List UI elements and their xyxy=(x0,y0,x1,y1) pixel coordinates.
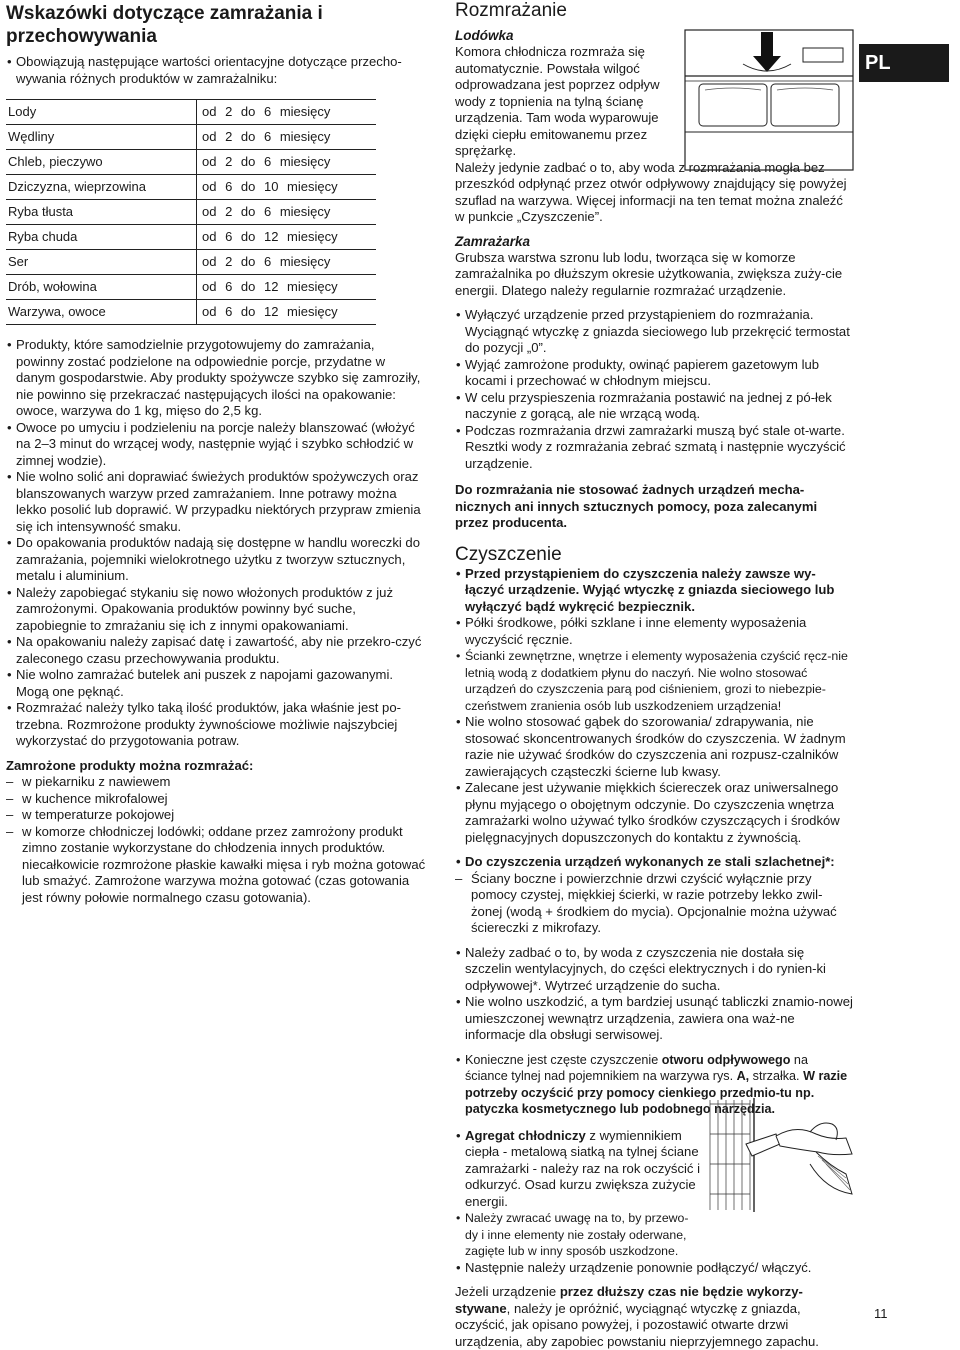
section-title-defrost: Rozmrażanie xyxy=(455,0,567,21)
fridge-text: Komora chłodnicza rozmraża się automatycznie. Powstała wilgoć odprowadzana jest poprzez odpływ wody z topnienia na tylną ścianę urządzenia. Tam woda wyparowuje dzięki ciepłu emitowanemu przez sprężarkę. xyxy=(455,44,660,158)
defrost-warning: Do rozmrażania nie stosować żadnych urządzeń mecha-nicznych ani innych sztucznych pomocy, poza zalecanymi przez producenta. xyxy=(455,482,818,530)
table-row xyxy=(6,175,376,200)
fridge-text-2: Należy jedynie zadbać o to, aby woda z rozmrażania mogła bez przeszkód odpłynąć przez otwór odpływowy znajdujący się powyżej szuflad na warzywa. Więcej informacji na ten temat można znaleźć w punkcie „Czyszczenie”. xyxy=(455,159,847,224)
list-item: • Należy zapobiegać stykaniu się nowo włożonych produktów z już zamrożonymi. Opakowania produktów powinny być suche, zapobiegnie to zmrażaniu się ich z innymi opakowaniami. xyxy=(6,585,426,635)
list-item: • Półki środkowe, półki szklane i inne elementy wyposażenia wyczyścić ręcznie. xyxy=(455,615,853,648)
section-title-cleaning: Czyszczenie xyxy=(455,543,562,565)
list-item: • W celu przyspieszenia rozmrażania postawić na jednej z pó-łek naczynie z gorącą, ale nie wrzącą wodą. xyxy=(455,390,853,423)
table-row xyxy=(6,225,376,250)
list-item: • Należy zadbać o to, by woda z czyszczenia nie dostała się szczelin wentylacyjnych, do części elektrycznych i do rynien-ki odpływowej*. Wytrzeć urządzenie do sucha. xyxy=(455,945,853,995)
condenser-bold: Agregat chłodniczy xyxy=(465,1127,586,1143)
drain-text: Konieczne jest częste czyszczenie xyxy=(465,1052,662,1067)
duration-cell: od 2 do 6 miesięcy xyxy=(197,100,377,125)
drain-text: strzałka. xyxy=(749,1069,800,1083)
page-number: 11 xyxy=(874,1306,888,1321)
condenser-body: z wymiennikiem ciepła - metalową siatką na tylnej ściane zamrażarki - należy raz na rok oczyścić i odkurzyć. Osad kurzu zwiększa zużycie energii. xyxy=(465,1127,701,1209)
list-item: • Nie wolno solić ani doprawiać świeżych produktów spożywczych oraz blanszowanych warzyw przed zamrażaniem. Inne potrawy można lekko posolić lub doprawić. W przypadku niektórych przypraw zmienia się ich intensywność smaku. xyxy=(6,469,426,535)
final-bold: przez dłuższy czas nie będzie wykorzy-stywane xyxy=(455,1284,803,1316)
list-item: – w temperaturze pokojowej xyxy=(6,807,426,824)
final-note xyxy=(455,1284,853,1350)
food-cell: Ser xyxy=(6,250,197,275)
storage-table xyxy=(6,99,376,325)
duration-cell: od 2 do 6 miesięcy xyxy=(197,250,377,275)
list-item: • Produkty, które samodzielnie przygotowujemy do zamrażania, powinny zostać podzielone na odpowiednie porcje, przydatne w danym gospodarstwie. Aby produkty spożywcze szybko się zamroziły, nie powinno się przekraczać następujących ilości na opakowanie: owoce, warzywa do 1 kg, mięso do 2,5 kg. xyxy=(6,337,426,420)
list-item: • Należy zwracać uwagę na to, by przewo-dy i inne elementy nie zostały oderwane, zagięte lub w inny sposób uszkodzone. xyxy=(455,1210,701,1260)
intro-bullet: • Obowiązują następujące wartości orientacyjne dotyczące przecho-wywania różnych produktów w zamrażalniku: xyxy=(6,54,426,87)
table-row xyxy=(6,250,376,275)
list-item: – w komorze chłodniczej lodówki; oddane przez zamrożony produkt zimno zostanie wykorzystane do chłodzenia innych produktów. niecałkowicie rozmrożone płaskie kawałki mięsa i ryb można gotować lub smażyć. Zamrożone warzywa można gotować (czas gotowania jest równy połowie normalnego czasu gotowania). xyxy=(6,824,426,907)
cleaning-bullets xyxy=(455,615,853,846)
list-item: • Nie wolno uszkodzić, a tym bardziej usunąć tabliczki znamio-nowej umieszczonej wewnątrz urządzenia, zawiera ona waż-ne informacje dla obsługi serwisowej. xyxy=(455,994,853,1044)
food-cell: Ryba chuda xyxy=(6,225,197,250)
steel-text: – Ściany boczne i powierzchnie drzwi czyścić wyłącznie przy pomocy czystej, miękkiej ścierki, w razie potrzeby lekko zwil-żonej (wodą + środkiem do mycia). Opcjonalnie można używać ściereczki z mikrofazy. xyxy=(455,871,853,937)
list-item: • Ścianki zewnętrzne, wnętrze i elementy wyposażenia czyścić ręcz-nie letnią wodą z dodatkiem płynu do naczyń. Nie wolno stosować urządzeń do czyszczenia parą pod ciśnieniem, grozi to niebezpie-czeństwem zranienia osób lub uszkodzeniem urządzenia! xyxy=(455,648,853,714)
list-item: • Wyjąć zamrożone produkty, owinąć papierem gazetowym lub kocami i przechować w chłodnym miejscu. xyxy=(455,357,853,390)
freezer-bullets xyxy=(455,307,853,472)
table-row xyxy=(6,275,376,300)
drain-bold: otworu odpływowego xyxy=(661,1052,791,1067)
list-item: • Do opakowania produktów nadają się dostępne w handlu woreczki do zamrażania, pojemniki wielokrotnego użytku z tworzyw sztucznych, metalu i aluminium. xyxy=(6,535,426,585)
left-column xyxy=(6,0,426,906)
section-title-freezing: Wskazówki dotyczące zamrażania i przechowywania xyxy=(6,3,323,47)
food-cell: Dziczyzna, wieprzowina xyxy=(6,175,197,200)
food-cell: Ryba tłusta xyxy=(6,200,197,225)
table-row xyxy=(6,150,376,175)
condenser-text xyxy=(455,1128,701,1211)
list-item: – w piekarniku z nawiewem xyxy=(6,774,426,791)
table-row xyxy=(6,100,376,125)
thaw-heading: Zamrożone produkty można rozmrażać: xyxy=(6,757,254,773)
table-row xyxy=(6,300,376,325)
water-bullets xyxy=(455,945,853,1044)
duration-cell: od 6 do 12 miesięcy xyxy=(197,275,377,300)
duration-cell: od 6 do 10 miesięcy xyxy=(197,175,377,200)
list-item: • Rozmrażać należy tylko taką ilość produktów, jaka właśnie jest po-trzebna. Rozmrożone produkty żywnościowe możliwie najszybciej wykorzystać do przygotowania potraw. xyxy=(6,700,426,750)
duration-cell: od 2 do 6 miesięcy xyxy=(197,125,377,150)
steel-heading: • Do czyszczenia urządzeń wykonanych ze stali szlachetnej*: xyxy=(455,854,853,871)
language-tab: PL xyxy=(859,44,949,82)
list-item: • Owoce po umyciu i podzieleniu na porcje należy blanszować (włożyć na 2–3 minut do wrzącej wody, następnie wyjąć i szybko schłodzić w zimnej wodzie). xyxy=(6,420,426,470)
figure-ref: A, xyxy=(736,1069,750,1083)
freezer-text: Grubsza warstwa szronu lub lodu, tworząca się w komorze zamrażalnika po dłuższym okresie użytkowania, zwiększa zuży-cie energii. Dlatego należy regularnie rozmrażać urządzenie. xyxy=(455,249,843,298)
freezing-bullets xyxy=(6,337,426,750)
list-item: • Zalecane jest używanie miękkich ściereczek oraz uniwersalnego płynu myjącego o obojętnym odczynie. Do czyszczenia wnętrza zamrażarki wolno używać tylko środków czyszczących i środków pielęgnacyjnych dopuszczonych do kontaktu z żywnością. xyxy=(455,780,853,846)
final-text: , należy je opróżnić, wyciągnąć wtyczkę z gniazda, oczyścić, jak opisano powyżej, i pozostawić otwarte drzwi urządzenia, aby zapobiec powstaniu nieprzyjemnego zapachu. xyxy=(455,1300,819,1349)
list-item: • Nie wolno stosować gąbek do szorowania/ zdrapywania, nie stosować skoncentrowanych środków do czyszczenia. W żadnym razie nie używać środków do czyszczenia ani rozpusz-czalników zawierających cząsteczki ścierne lub kwasy. xyxy=(455,714,853,780)
food-cell: Drób, wołowina xyxy=(6,275,197,300)
thaw-list xyxy=(6,774,426,906)
fridge-heading: Lodówka xyxy=(455,28,514,43)
drain-bold: W razie potrzeby oczyścić przy pomocy cienkiego przedmio-tu np. patyczka kosmetycznego lub podobnego narzędzia. xyxy=(465,1069,848,1116)
drain-text: na ściance tylnej nad pojemnikiem na warzywa rys. xyxy=(465,1052,808,1083)
condenser-block xyxy=(455,1128,701,1260)
food-cell: Chleb, pieczywo xyxy=(6,150,197,175)
duration-cell: od 6 do 12 miesięcy xyxy=(197,225,377,250)
list-item: – w kuchence mikrofalowej xyxy=(6,791,426,808)
list-item: • Na opakowaniu należy zapisać datę i zawartość, aby nie przekro-czyć zaleconego czasu przechowywania produktu. xyxy=(6,634,426,667)
duration-cell: od 2 do 6 miesięcy xyxy=(197,200,377,225)
final-text: Jeżeli urządzenie xyxy=(455,1284,560,1299)
food-cell: Wędliny xyxy=(6,125,197,150)
food-cell: Warzywa, owoce xyxy=(6,300,197,325)
list-item: • Wyłączyć urządzenie przed przystąpieniem do rozmrażania. Wyciągnąć wtyczkę z gniazda sieciowego lub przekręcić termostat do pozycji „0”. xyxy=(455,307,853,357)
duration-cell: od 6 do 12 miesięcy xyxy=(197,300,377,325)
table-row xyxy=(6,200,376,225)
list-item: • Podczas rozmrażania drzwi zamrażarki muszą być stale ot-warte. Resztki wody z rozmrażania zebrać szmatą i następnie wyczyścić urządzenie. xyxy=(455,423,853,473)
list-item: • Następnie należy urządzenie ponownie podłączyć/ włączyć. xyxy=(455,1260,853,1277)
freezer-heading: Zamrażarka xyxy=(455,233,531,249)
cleaning-warning: • Przed przystąpieniem do czyszczenia należy zawsze wy-łączyć urządzenie. Wyjąć wtyczkę z gniazda sieciowego lub wyłączyć bądź wykręcić bezpiecznik. xyxy=(455,566,853,616)
food-cell: Lody xyxy=(6,100,197,125)
fridge-drain-illustration xyxy=(683,28,855,172)
condenser-cleaning-illustration xyxy=(706,1094,854,1212)
duration-cell: od 2 do 6 miesięcy xyxy=(197,150,377,175)
table-row xyxy=(6,125,376,150)
list-item: • Nie wolno zamrażać butelek ani puszek z napojami gazowanymi. Mogą one pęknąć. xyxy=(6,667,426,700)
